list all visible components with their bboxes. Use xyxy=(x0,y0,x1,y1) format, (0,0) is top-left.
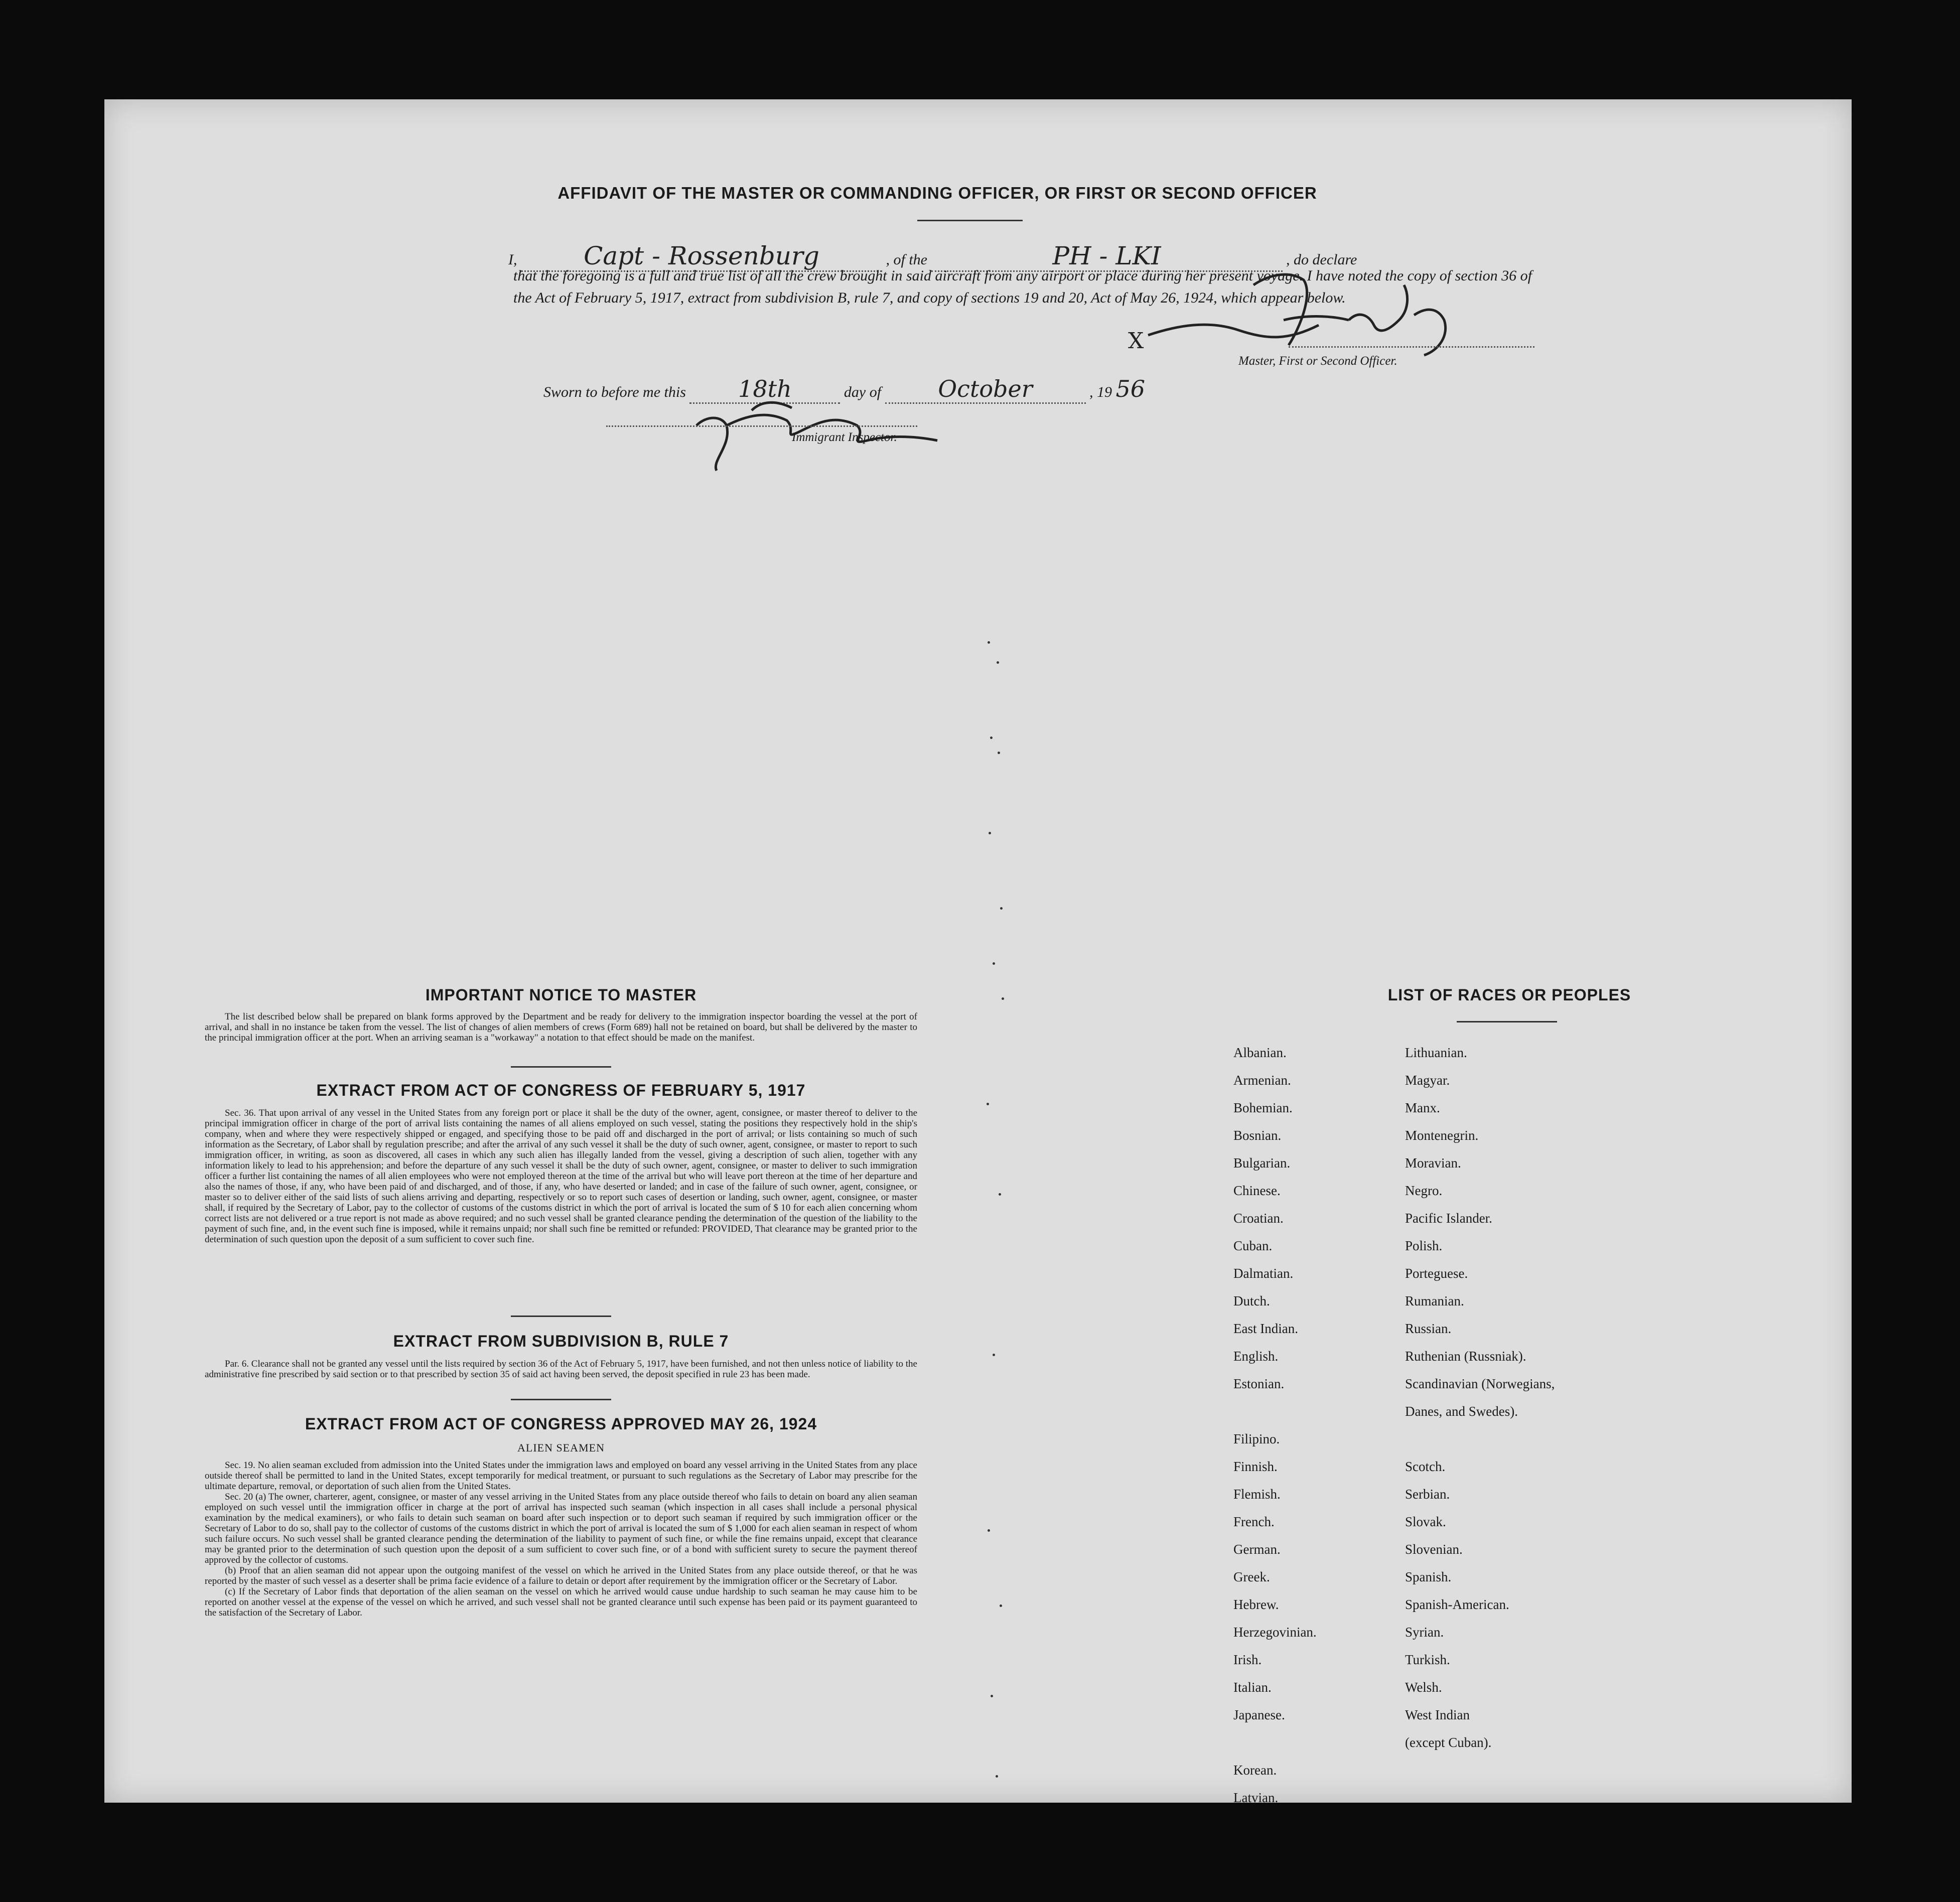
extract-1924-body xyxy=(205,1460,917,1618)
year-suffix-handwritten: 56 xyxy=(1115,375,1146,402)
aircraft-handwritten: PH - LKI xyxy=(931,241,1283,272)
race-item: Slovenian. xyxy=(1405,1542,1463,1557)
race-item: Slovak. xyxy=(1405,1514,1446,1529)
sworn-month-handwritten: October xyxy=(885,375,1086,404)
races-left-column xyxy=(1233,1039,1394,1812)
race-item: West Indian xyxy=(1405,1707,1470,1722)
notice-body: The list described below shall be prepared on blank forms approved by the Department and be ready for delivery to the immigration inspector boarding the vessel at the port of arrival, and shall in no instance be taken from the vessel. The list of changes of alien members of crews (Form 689) hall not be retained on board, but shall be delivered by the master to the principal immigration officer at the port. When an arriving seaman is a "workaway" a notation to that effect should be made on the manifest. xyxy=(205,1011,917,1043)
race-item: Lithuanian. xyxy=(1405,1045,1467,1060)
subdivision-body: Par. 6. Clearance shall not be granted any vessel until the lists required by section 36 of the Act of February 5, 1917, have been furnished, and not then unless notice of liability to the administrative fine prescribed by said section or to that prescribed by section 35 of said act having been served, the deposit specified in rule 23 has been made. xyxy=(205,1359,917,1380)
race-item: Japanese. xyxy=(1233,1707,1285,1722)
race-item: Armenian. xyxy=(1233,1073,1291,1088)
race-item: Scandinavian (Norwegians, xyxy=(1405,1376,1555,1391)
officer-name-handwritten: Capt - Rossenburg xyxy=(521,241,882,272)
sec-19: Sec. 19. No alien seaman excluded from admission into the United States under the immigration laws and employed on board any vessel arriving in the United States from any place outside thereof shall be permitted to land in the United States, except temporarily for medical treatment, or pursuant to such regulations as the Secretary of Labor may prescribe for the ultimate departure, removal, or deportation of such alien from the United States. xyxy=(205,1460,917,1492)
race-item: Negro. xyxy=(1405,1183,1443,1198)
race-item: Russian. xyxy=(1405,1321,1452,1336)
sec-20c: (c) If the Secretary of Labor finds that deportation of the alien seaman on the vessel on which he arrived would cause undue hardship to such seaman he may cause him to be reported on another vessel at the expense of the vessel on which he arrived, and such vessel shall not be granted clearance until such expense has been paid or its payment guaranteed to the satisfaction of the Secretary of Labor. xyxy=(205,1586,917,1618)
extract-1917-title: EXTRACT FROM ACT OF CONGRESS OF FEBRUARY 5, 1917 xyxy=(316,1081,806,1099)
race-item: Manx. xyxy=(1405,1100,1440,1115)
race-item: Korean. xyxy=(1233,1763,1277,1778)
race-item: Greek. xyxy=(1233,1569,1270,1584)
subdivision-rule xyxy=(511,1399,611,1400)
race-item: Syrian. xyxy=(1405,1625,1444,1640)
race-item: Latvian. xyxy=(1233,1790,1279,1805)
sworn-day-handwritten: 18th xyxy=(689,375,840,404)
document-page xyxy=(104,99,1852,1803)
center-fold xyxy=(977,99,1008,1803)
affidavit-body: that the foregoing is a full and true list of all the crew brought in said aircraft from any airport or place during her present voyage. I have noted the copy of section 36 of the Act of February 5, 1917, extract from subdivision B, rule 7, and copy of sections 19 and 20, Act of May 26, 1924, which appear below. xyxy=(513,267,1532,306)
race-item: Italian. xyxy=(1233,1680,1272,1695)
race-item: Welsh. xyxy=(1405,1680,1442,1695)
race-item: Hebrew. xyxy=(1233,1597,1279,1612)
extract-1917-rule xyxy=(511,1315,611,1317)
notice-title: IMPORTANT NOTICE TO MASTER xyxy=(425,986,697,1004)
signature-x: X xyxy=(1128,328,1144,354)
race-item: Flemish. xyxy=(1233,1487,1281,1502)
race-item: Albanian. xyxy=(1233,1045,1287,1060)
race-item: Finnish. xyxy=(1233,1459,1278,1474)
do-declare-label: , do declare xyxy=(1286,251,1357,268)
extract-1924-subtitle: ALIEN SEAMEN xyxy=(517,1441,605,1454)
inspector-label: Immigrant Inspector. xyxy=(792,430,897,444)
affidavit-title: AFFIDAVIT OF THE MASTER OR COMMANDING OFFICER, OR FIRST OR SECOND OFFICER xyxy=(557,184,1317,202)
race-item: French. xyxy=(1233,1514,1275,1529)
subdivision-title: EXTRACT FROM SUBDIVISION B, RULE 7 xyxy=(393,1332,729,1350)
race-item: Porteguese. xyxy=(1405,1266,1468,1281)
races-rule xyxy=(1457,1021,1557,1022)
race-item: East Indian. xyxy=(1233,1321,1298,1336)
race-item: Danes, and Swedes). xyxy=(1405,1404,1518,1419)
race-item xyxy=(1405,1425,1636,1453)
race-item: Bohemian. xyxy=(1233,1100,1293,1115)
race-item: Filipino. xyxy=(1233,1431,1280,1446)
race-item: Magyar. xyxy=(1405,1073,1450,1088)
extract-1917-body: Sec. 36. That upon arrival of any vessel in the United States from any foreign port or place it shall be the duty of the owner, agent, consignee, or master thereof to deliver to the principal immigration officer in charge of the port of arrival lists containing the names of all aliens employed on such vessel, stating the positions they respectively hold in the ship's company, when and where they were respectively shipped or engaged, and specifying those to be paid off and discharged in the port of arrival; or lists containing so much of such information as the Secretary, of Labor shall by regulation prescribe; and after the arrival of any such vessel it shall be the duty of such owner, agent, consignee, or master to report to such immigration officer, in writing, as soon as discovered, all cases in which any such alien has illegally landed from the vessel, giving a description of such alien, together with any information likely to lead to his apprehension; and before the departure of any such vessel it shall be the duty of such owner, agent, consignee, or master to deliver to such immigration officer a further list containing the names of all alien employees who were not employed thereon at the time of the arrival but who will leave port thereon at the time of her departure and also the names of those, if any, who have been paid of and discharged, and of those, if any, who have deserted or landed; and in case of the failure of such owner, agent, consignee, or master so to deliver either of the said lists of such aliens arriving and departing, respectively or so to report such cases of desertion or landing, such owner, agent, consignee, or master shall, if required by the Secretary of Labor, pay to the collector of customs of the customs district in which the port of arrival is located the sum of $ 10 for each alien concerning whom correct lists are not delivered or a true report is not made as above required; and no such vessel shall be granted clearance pending the determination of the question of the liability to the payment of such fine, and, in the event such fine is imposed, while it remains unpaid; nor shall such fine be remitted or refunded: PROVIDED, That clearance may be granted prior to the determination of such question upon the deposit of a sum sufficient to cover such fine. xyxy=(205,1108,917,1245)
race-item xyxy=(1233,1729,1394,1757)
of-the-label: , of the xyxy=(886,251,927,268)
inspector-signature-line xyxy=(606,425,917,427)
race-item: Serbian. xyxy=(1405,1487,1450,1502)
race-item: Rumanian. xyxy=(1405,1293,1464,1308)
race-item xyxy=(1233,1398,1394,1425)
notice-rule xyxy=(511,1066,611,1068)
race-item: Spanish. xyxy=(1405,1569,1452,1584)
race-item: German. xyxy=(1233,1542,1281,1557)
race-item: Turkish. xyxy=(1405,1652,1450,1667)
race-item: Pacific Islander. xyxy=(1405,1211,1492,1226)
day-of-label: day of xyxy=(844,384,882,400)
race-item: Bosnian. xyxy=(1233,1128,1282,1143)
races-right-column xyxy=(1405,1039,1636,1757)
race-item: Spanish-American. xyxy=(1405,1597,1509,1612)
sec-20b: (b) Proof that an alien seaman did not appear upon the outgoing manifest of the vessel on which he arrived in the United States from any place outside thereof, or that he was reported by the master of such vessel as a deserter shall be prima facie evidence of a failure to detain or deport after requirement by the immigration officer or the Secretary of Labor. xyxy=(205,1565,917,1586)
race-item: Bulgarian. xyxy=(1233,1155,1291,1171)
race-item: Ruthenian (Russniak). xyxy=(1405,1349,1526,1364)
race-item: Dalmatian. xyxy=(1233,1266,1294,1281)
extract-1924-title: EXTRACT FROM ACT OF CONGRESS APPROVED MAY 26, 1924 xyxy=(305,1415,817,1433)
sec-20a: Sec. 20 (a) The owner, charterer, agent, consignee, or master of any vessel arriving in the United States from any place outside thereof who fails to detain on board any alien seaman employed on such vessel until the immigration officer in charge at the port of arrival has inspected such seaman (which inspection in all cases shall include a personal physical examination by the medical examiners), or who fails to detain such seaman on board after such inspection or to deport such seaman if required by such immigration officer or the Secretary of Labor to do so, shall pay to the collector of customs of the customs district in which the port of arrival is located the sum of $ 1,000 for each alien seaman in respect of whom such failure occurs. No such vessel shall be granted clearance pending the determination of the liability to payment of such fine, or while the fine remains unpaid, except that clearance may be granted prior to the determination of such question upon the deposit of a sum sufficient to cover such fine, or of a bond with sufficient surety to secure the payment thereof approved by the collector of customs. xyxy=(205,1492,917,1565)
race-item: Cuban. xyxy=(1233,1238,1273,1253)
race-item: English. xyxy=(1233,1349,1279,1364)
race-item: Moravian. xyxy=(1405,1155,1461,1171)
race-item: Montenegrin. xyxy=(1405,1128,1479,1143)
race-item: Chinese. xyxy=(1233,1183,1281,1198)
race-item: Estonian. xyxy=(1233,1376,1285,1391)
race-item: Scotch. xyxy=(1405,1459,1446,1474)
year-prefix: , 19 xyxy=(1089,384,1112,400)
race-item: Polish. xyxy=(1405,1238,1443,1253)
race-item: Dutch. xyxy=(1233,1293,1270,1308)
affidavit-prefix: I, xyxy=(508,251,517,268)
race-item: Herzegovinian. xyxy=(1233,1625,1317,1640)
race-item: Croatian. xyxy=(1233,1211,1284,1226)
race-item: Irish. xyxy=(1233,1652,1262,1667)
sworn-label: Sworn to before me this xyxy=(543,384,686,400)
race-item: (except Cuban). xyxy=(1405,1735,1492,1750)
master-label: Master, First or Second Officer. xyxy=(1238,354,1397,368)
races-title: LIST OF RACES OR PEOPLES xyxy=(1387,986,1631,1004)
master-signature-line xyxy=(1289,346,1534,348)
